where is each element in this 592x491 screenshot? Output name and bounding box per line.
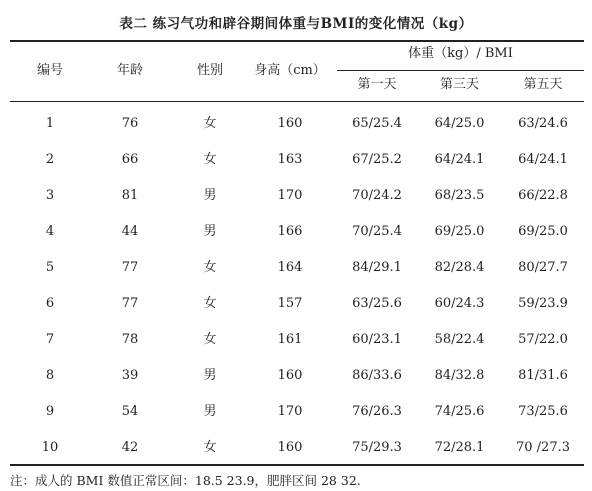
- cell-day3: 74/25.6: [434, 404, 485, 419]
- header-day5: 第五天: [523, 77, 563, 92]
- header-bottom-rule: [10, 101, 584, 102]
- cell-sex: 女: [203, 152, 217, 167]
- cell-height: 160: [277, 440, 303, 455]
- cell-height: 170: [277, 404, 303, 419]
- cell-day5: 64/24.1: [518, 152, 568, 167]
- cell-day3: 68/23.5: [434, 188, 485, 203]
- cell-day1: 70/25.4: [352, 224, 402, 239]
- cell-id: 10: [41, 440, 59, 455]
- cell-day3: 60/24.3: [434, 296, 485, 311]
- header-weight-bmi-group: 体重（kg）/ BMI: [408, 46, 513, 61]
- cell-day1: 84/29.1: [352, 260, 402, 275]
- cell-day3: 64/25.0: [434, 116, 485, 131]
- cell-day5: 70 /27.3: [516, 440, 570, 455]
- cell-age: 77: [121, 296, 139, 311]
- cell-height: 160: [277, 368, 303, 383]
- cell-age: 66: [121, 152, 139, 167]
- cell-day1: 63/25.6: [352, 296, 402, 311]
- cell-age: 81: [121, 188, 139, 203]
- cell-age: 42: [121, 440, 139, 455]
- cell-sex: 男: [203, 368, 217, 383]
- cell-id: 1: [45, 116, 55, 131]
- cell-day5: 81/31.6: [518, 368, 568, 383]
- cell-day5: 73/25.6: [518, 404, 568, 419]
- cell-sex: 男: [203, 188, 217, 203]
- cell-id: 5: [45, 260, 55, 275]
- cell-day1: 75/29.3: [352, 440, 402, 455]
- cell-height: 157: [277, 296, 303, 311]
- table-footnote: 注：成人的 BMI 数值正常区间：18.5 23.9，肥胖区间 28 32.: [10, 473, 361, 488]
- cell-height: 161: [277, 332, 303, 347]
- cell-day3: 69/25.0: [434, 224, 485, 239]
- cell-age: 78: [121, 332, 139, 347]
- cell-sex: 女: [203, 296, 217, 311]
- cell-day5: 80/27.7: [518, 260, 568, 275]
- table-bottom-rule: [10, 464, 584, 466]
- cell-sex: 男: [203, 224, 217, 239]
- cell-day5: 59/23.9: [518, 296, 568, 311]
- cell-day3: 84/32.8: [434, 368, 485, 383]
- cell-height: 170: [277, 188, 303, 203]
- cell-age: 44: [121, 224, 139, 239]
- header-day1: 第一天: [357, 77, 397, 92]
- cell-day1: 65/25.4: [352, 116, 402, 131]
- header-day3: 第三天: [439, 77, 479, 92]
- cell-day3: 58/22.4: [434, 332, 485, 347]
- cell-sex: 女: [203, 332, 217, 347]
- cell-age: 77: [121, 260, 139, 275]
- cell-day1: 86/33.6: [352, 368, 402, 383]
- cell-sex: 女: [203, 260, 217, 275]
- cell-height: 160: [277, 116, 303, 131]
- cell-day3: 82/28.4: [434, 260, 485, 275]
- cell-day5: 69/25.0: [518, 224, 568, 239]
- cell-id: 9: [45, 404, 55, 419]
- cell-age: 39: [121, 368, 139, 383]
- cell-id: 3: [45, 188, 55, 203]
- cell-height: 164: [277, 260, 303, 275]
- table-title: 表二 练习气功和辟谷期间体重与BMI的变化情况（kg）: [119, 16, 473, 32]
- header-sex: 性别: [196, 63, 223, 78]
- cell-day5: 57/22.0: [518, 332, 568, 347]
- cell-sex: 男: [203, 404, 217, 419]
- cell-sex: 女: [203, 440, 217, 455]
- cell-day3: 72/28.1: [434, 440, 485, 455]
- cell-day5: 63/24.6: [518, 116, 568, 131]
- cell-height: 163: [277, 152, 303, 167]
- cell-day5: 66/22.8: [518, 188, 568, 203]
- cell-height: 166: [277, 224, 303, 239]
- cell-id: 8: [45, 368, 55, 383]
- cell-day1: 76/26.3: [352, 404, 402, 419]
- cell-id: 7: [45, 332, 55, 347]
- cell-day1: 60/23.1: [352, 332, 402, 347]
- cell-age: 54: [121, 404, 139, 419]
- cell-day3: 64/24.1: [434, 152, 485, 167]
- cell-age: 76: [121, 116, 139, 131]
- table-top-rule: [10, 40, 584, 42]
- weight-group-rule: [337, 70, 584, 71]
- header-height: 身高（cm）: [254, 63, 326, 78]
- cell-id: 2: [45, 152, 55, 167]
- header-id: 编号: [36, 63, 63, 78]
- cell-day1: 67/25.2: [352, 152, 402, 167]
- header-age: 年龄: [116, 63, 143, 78]
- cell-sex: 女: [203, 116, 217, 131]
- cell-id: 6: [45, 296, 55, 311]
- cell-id: 4: [45, 224, 55, 239]
- cell-day1: 70/24.2: [352, 188, 402, 203]
